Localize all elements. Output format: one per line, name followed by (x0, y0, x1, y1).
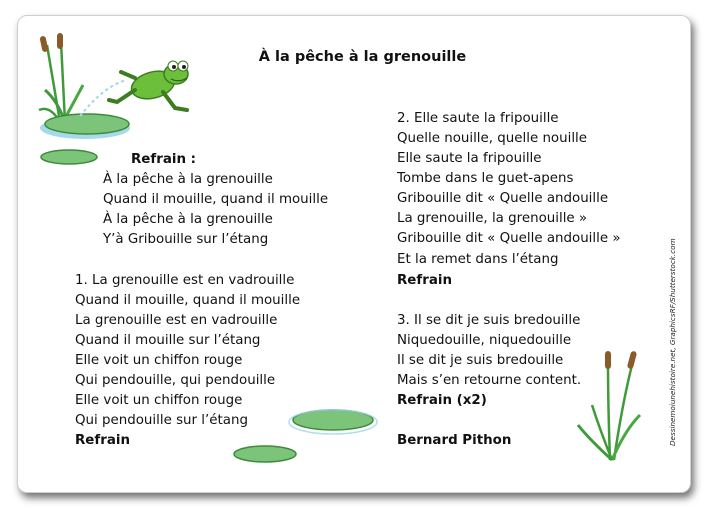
refrain-heading: Refrain : (131, 152, 196, 167)
frog-icon (109, 61, 188, 110)
lyric-line: Mais s’en retourne content. (397, 373, 582, 388)
lyric-line: Il se dit je suis bredouille (397, 353, 564, 368)
refrain-marker: Refrain (75, 433, 130, 448)
lyric-line: Elle voit un chiffon rouge (75, 393, 243, 408)
lyric-line: 1. La grenouille est en vadrouille (75, 273, 295, 288)
lyric-line: Elle voit un chiffon rouge (75, 353, 243, 368)
lyric-line: Quelle nouille, quelle nouille (397, 131, 588, 146)
lyric-line: 3. Il se dit je suis bredouille (397, 313, 581, 328)
lyric-line: Elle saute la fripouille (397, 151, 542, 166)
refrain-marker: Refrain (x2) (397, 393, 487, 408)
lily-pad-icon (234, 446, 296, 462)
lily-pad-icon (41, 150, 97, 164)
lily-pads-bottom (230, 405, 380, 465)
lyric-line: Quand il mouille, quand il mouille (103, 192, 329, 207)
lyric-line: Qui pendouille sur l’étang (75, 413, 248, 428)
lyric-line: La grenouille est en vadrouille (75, 313, 278, 328)
lyric-line: Niquedouille, niquedouille (397, 333, 572, 348)
lyric-line: Tombe dans le guet-apens (397, 171, 574, 186)
lyric-line: Gribouille dit « Quelle andouille » (397, 231, 621, 246)
lyric-line: Et la remet dans l’étang (397, 252, 559, 267)
watermark-text: Dessinemoiunehistoire.net, GraphicsRF/Shutterstock.com (668, 238, 677, 446)
frog-illustration (35, 30, 210, 170)
lyric-line: À la pêche à la grenouille (103, 172, 273, 187)
lily-pad-icon (45, 114, 129, 134)
lyric-line: Gribouille dit « Quelle andouille (397, 191, 609, 206)
lyric-line: 2. Elle saute la fripouille (397, 111, 559, 126)
lyric-line: Quand il mouille sur l’étang (75, 333, 261, 348)
lyric-line: Y’à Gribouille sur l’étang (103, 232, 269, 247)
cattail-right-icon (570, 345, 650, 465)
lyric-line: Quand il mouille, quand il mouille (75, 293, 301, 308)
cattail-left-icon (39, 33, 83, 122)
refrain-marker: Refrain (397, 273, 452, 288)
song-title: À la pêche à la grenouille (258, 49, 467, 65)
lyric-line: Qui pendouille, qui pendouille (75, 373, 276, 388)
lyric-line: À la pêche à la grenouille (103, 212, 273, 227)
author-name: Bernard Pithon (397, 433, 512, 448)
lyric-line: La grenouille, la grenouille » (397, 211, 588, 226)
